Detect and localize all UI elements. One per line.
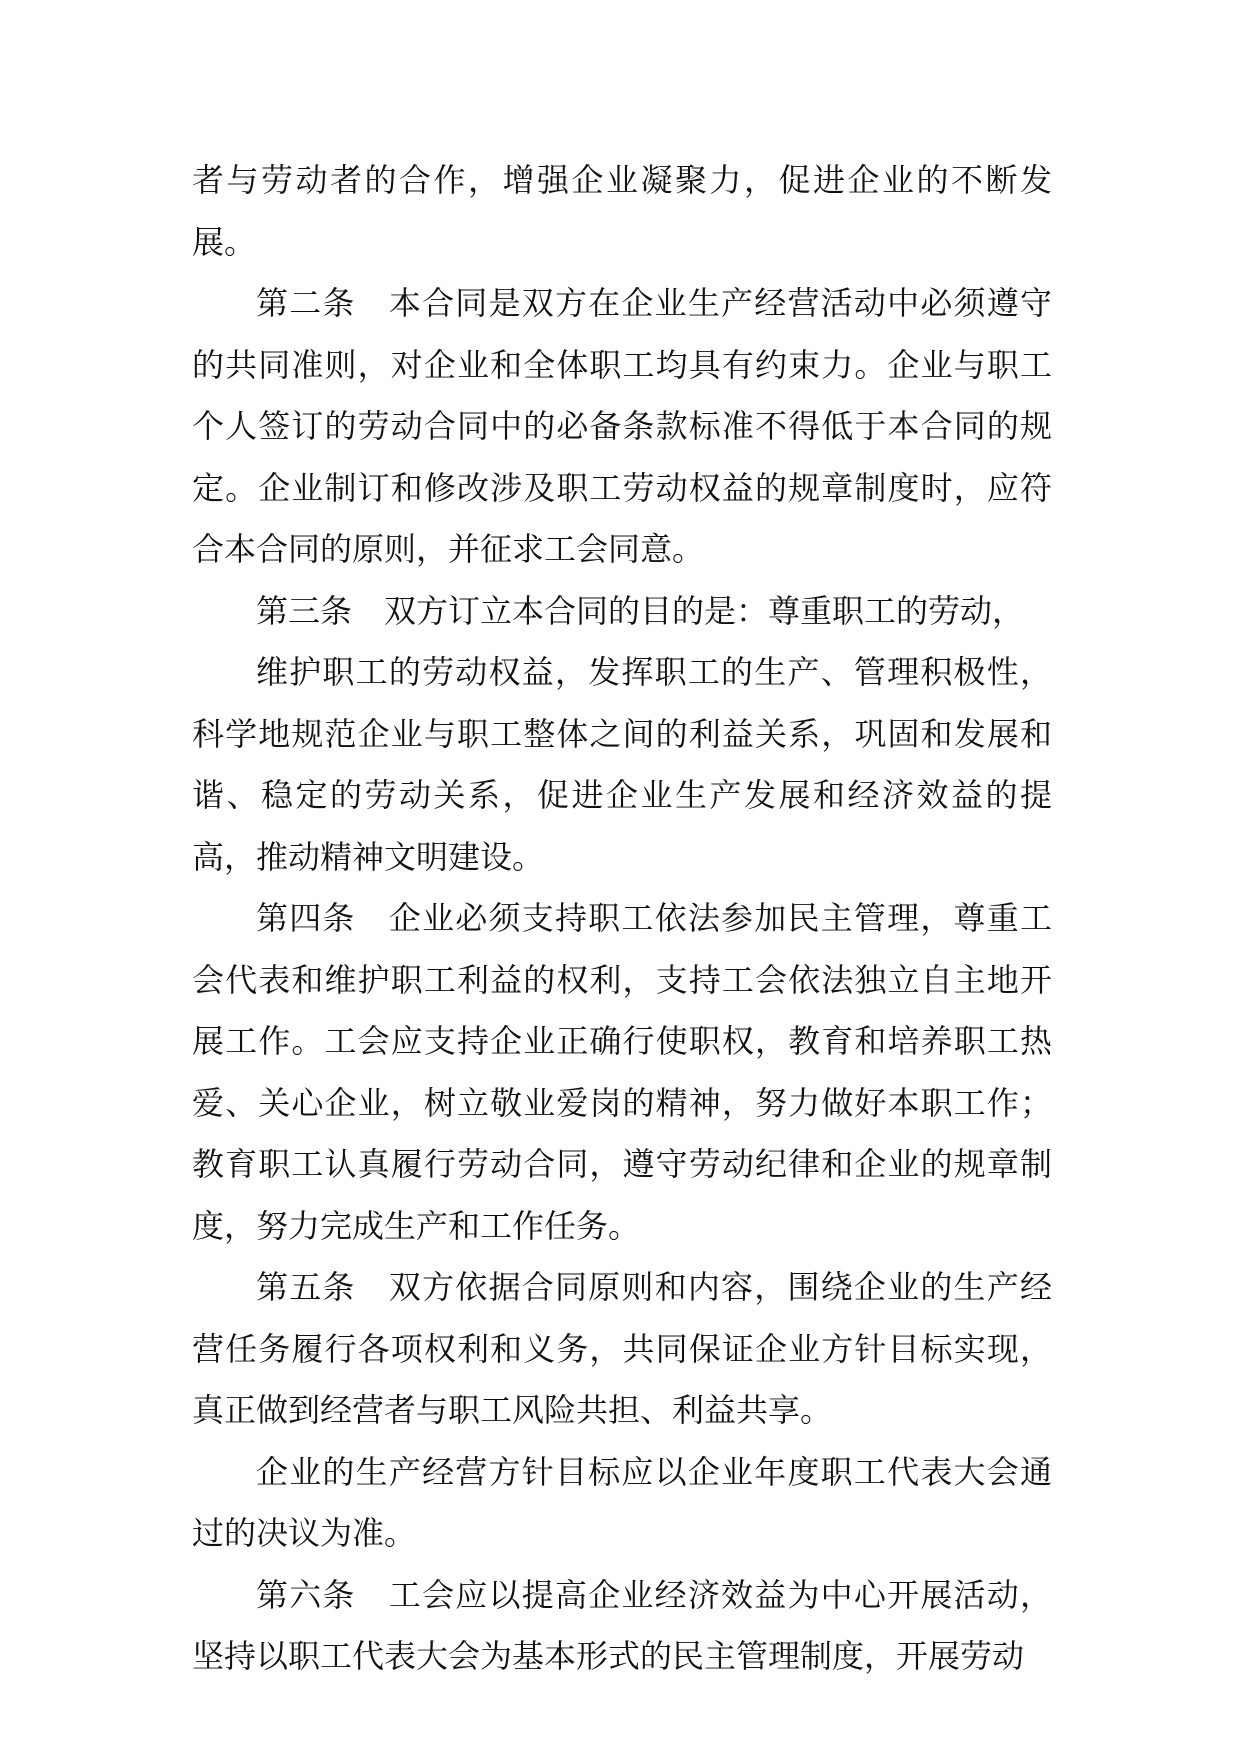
article-2 xyxy=(192,273,1052,581)
article-label: 第三条 xyxy=(256,591,353,630)
article-text: 双方订立本合同的目的是：尊重职工的劳动， xyxy=(384,591,1025,630)
article-label: 第六条 xyxy=(256,1575,356,1614)
article-label: 第四条 xyxy=(256,899,356,937)
article-text: 工会应以提高企业经济效益为中心开展活动，坚持以职工代表大会为基本形式的民主管理制度，开展劳动 xyxy=(192,1575,1052,1675)
article-text: 双方依据合同原则和内容，围绕企业的生产经营任务履行各项权利和义务，共同保证企业方针目标实现，真正做到经营者与职工风险共担、利益共享。 xyxy=(192,1268,1052,1429)
article-5 xyxy=(192,1257,1052,1442)
paragraph-text: 企业的生产经营方针目标应以企业年度职工代表大会通过的决议为准。 xyxy=(192,1452,1052,1552)
paragraph-continuation xyxy=(192,150,1052,273)
article-text: 企业必须支持职工依法参加民主管理，尊重工会代表和维护职工利益的权利，支持工会依法独立自主地开展工作。工会应支持企业正确行使职权，教育和培养职工热爱、关心企业，树立敬业爱岗的精神，努力做好本职工作；教育职工认真履行劳动合同，遵守劳动纪律和企业的规章制度，努力完成生产和工作任务。 xyxy=(192,899,1052,1245)
paragraph-text: 维护职工的劳动权益，发挥职工的生产、管理积极性，科学地规范企业与职工整体之间的利益关系，巩固和发展和谐、稳定的劳动关系，促进企业生产发展和经济效益的提高，推动精神文明建设。 xyxy=(192,653,1052,876)
paragraph-text: 者与劳动者的合作，增强企业凝聚力，促进企业的不断发展。 xyxy=(192,161,1052,261)
document-body xyxy=(192,150,1052,1688)
article-3 xyxy=(192,581,1052,643)
article-label: 第五条 xyxy=(256,1268,356,1306)
article-3-continued xyxy=(192,642,1052,888)
article-5-paragraph-2 xyxy=(192,1442,1052,1565)
article-text: 本合同是双方在企业生产经营活动中必须遵守的共同准则，对企业和全体职工均具有约束力。企业与职工个人签订的劳动合同中的必备条款标准不得低于本合同的规定。企业制订和修改涉及职工劳动权益的规章制度时，应符合本合同的原则，并征求工会同意。 xyxy=(192,284,1052,568)
article-4 xyxy=(192,888,1052,1257)
article-label: 第二条 xyxy=(256,284,356,322)
article-6 xyxy=(192,1565,1052,1688)
